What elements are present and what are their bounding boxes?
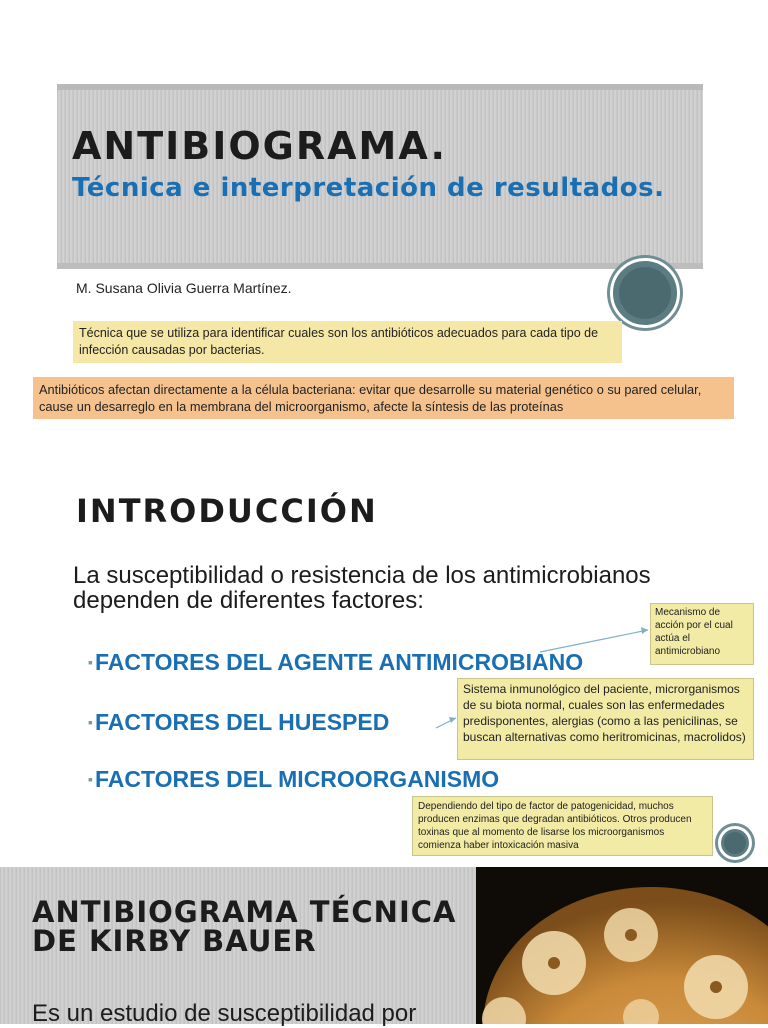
slide3-title: ANTIBIOGRAMA TÉCNICA DE KIRBY BAUER	[32, 895, 457, 958]
connector-agent	[540, 630, 648, 652]
antibiotic-disk	[625, 929, 637, 941]
callout-host: Sistema inmunológico del paciente, microrganismos de su biota normal, cuales son las enfermedades predisponentes, alergias (como a las penicilinas, se buscan alternativas como heritromicinas, macrolidos)	[457, 678, 754, 760]
slide-subtitle: Técnica e interpretación de resultados.	[72, 173, 665, 203]
petri-dish-image	[476, 867, 768, 1024]
slide-title: ANTIBIOGRAMA.	[72, 124, 447, 168]
callout-agent: Mecanismo de acción por el cual actúa el antimicrobiano	[650, 603, 754, 665]
petri-dish-photo	[476, 867, 768, 1024]
intro-text: La susceptibilidad o resistencia de los antimicrobianos dependen de diferentes factores:	[73, 562, 651, 614]
bullet-icon: ▪	[88, 714, 93, 730]
effect-note: Antibióticos afectan directamente a la célula bacteriana: evitar que desarrolle su material genético o su pared celular, cause un desarreglo en la membrana del microorganismo, afecte la síntesis de las proteínas	[33, 377, 734, 419]
factor-host-label: FACTORES DEL HUESPED	[94, 709, 390, 735]
bullet-icon: ▪	[88, 654, 93, 670]
intro-title: INTRODUCCIÓN	[76, 492, 378, 530]
antibiotic-disk	[548, 957, 560, 969]
factor-agent-label: FACTORES DEL AGENTE ANTIMICROBIANO	[94, 649, 584, 675]
connector-host-arrow-icon	[449, 717, 456, 723]
bullet-icon: ▪	[88, 771, 93, 787]
connector-agent-arrow-icon	[641, 627, 648, 634]
circle-ornament-small-inner	[724, 832, 746, 854]
circle-ornament-small-icon	[718, 826, 752, 860]
author-name: M. Susana Olivia Guerra Martínez.	[76, 280, 292, 296]
antibiotic-disk	[710, 981, 722, 993]
callout-microorganism: Dependiendo del tipo de factor de patogenicidad, muchos producen enzimas que degradan antibióticos. Otros producen toxinas que al momento de lisarse los microorganismos comienza haber intoxicación masiva	[412, 796, 713, 856]
factor-microorganism-label: FACTORES DEL MICROORGANISMO	[94, 766, 500, 792]
slide3-text: Es un estudio de susceptibilidad por	[32, 1000, 417, 1027]
definition-note: Técnica que se utiliza para identificar cuales son los antibióticos adecuados para cada tipo de infección causadas por bacterias.	[73, 321, 622, 363]
